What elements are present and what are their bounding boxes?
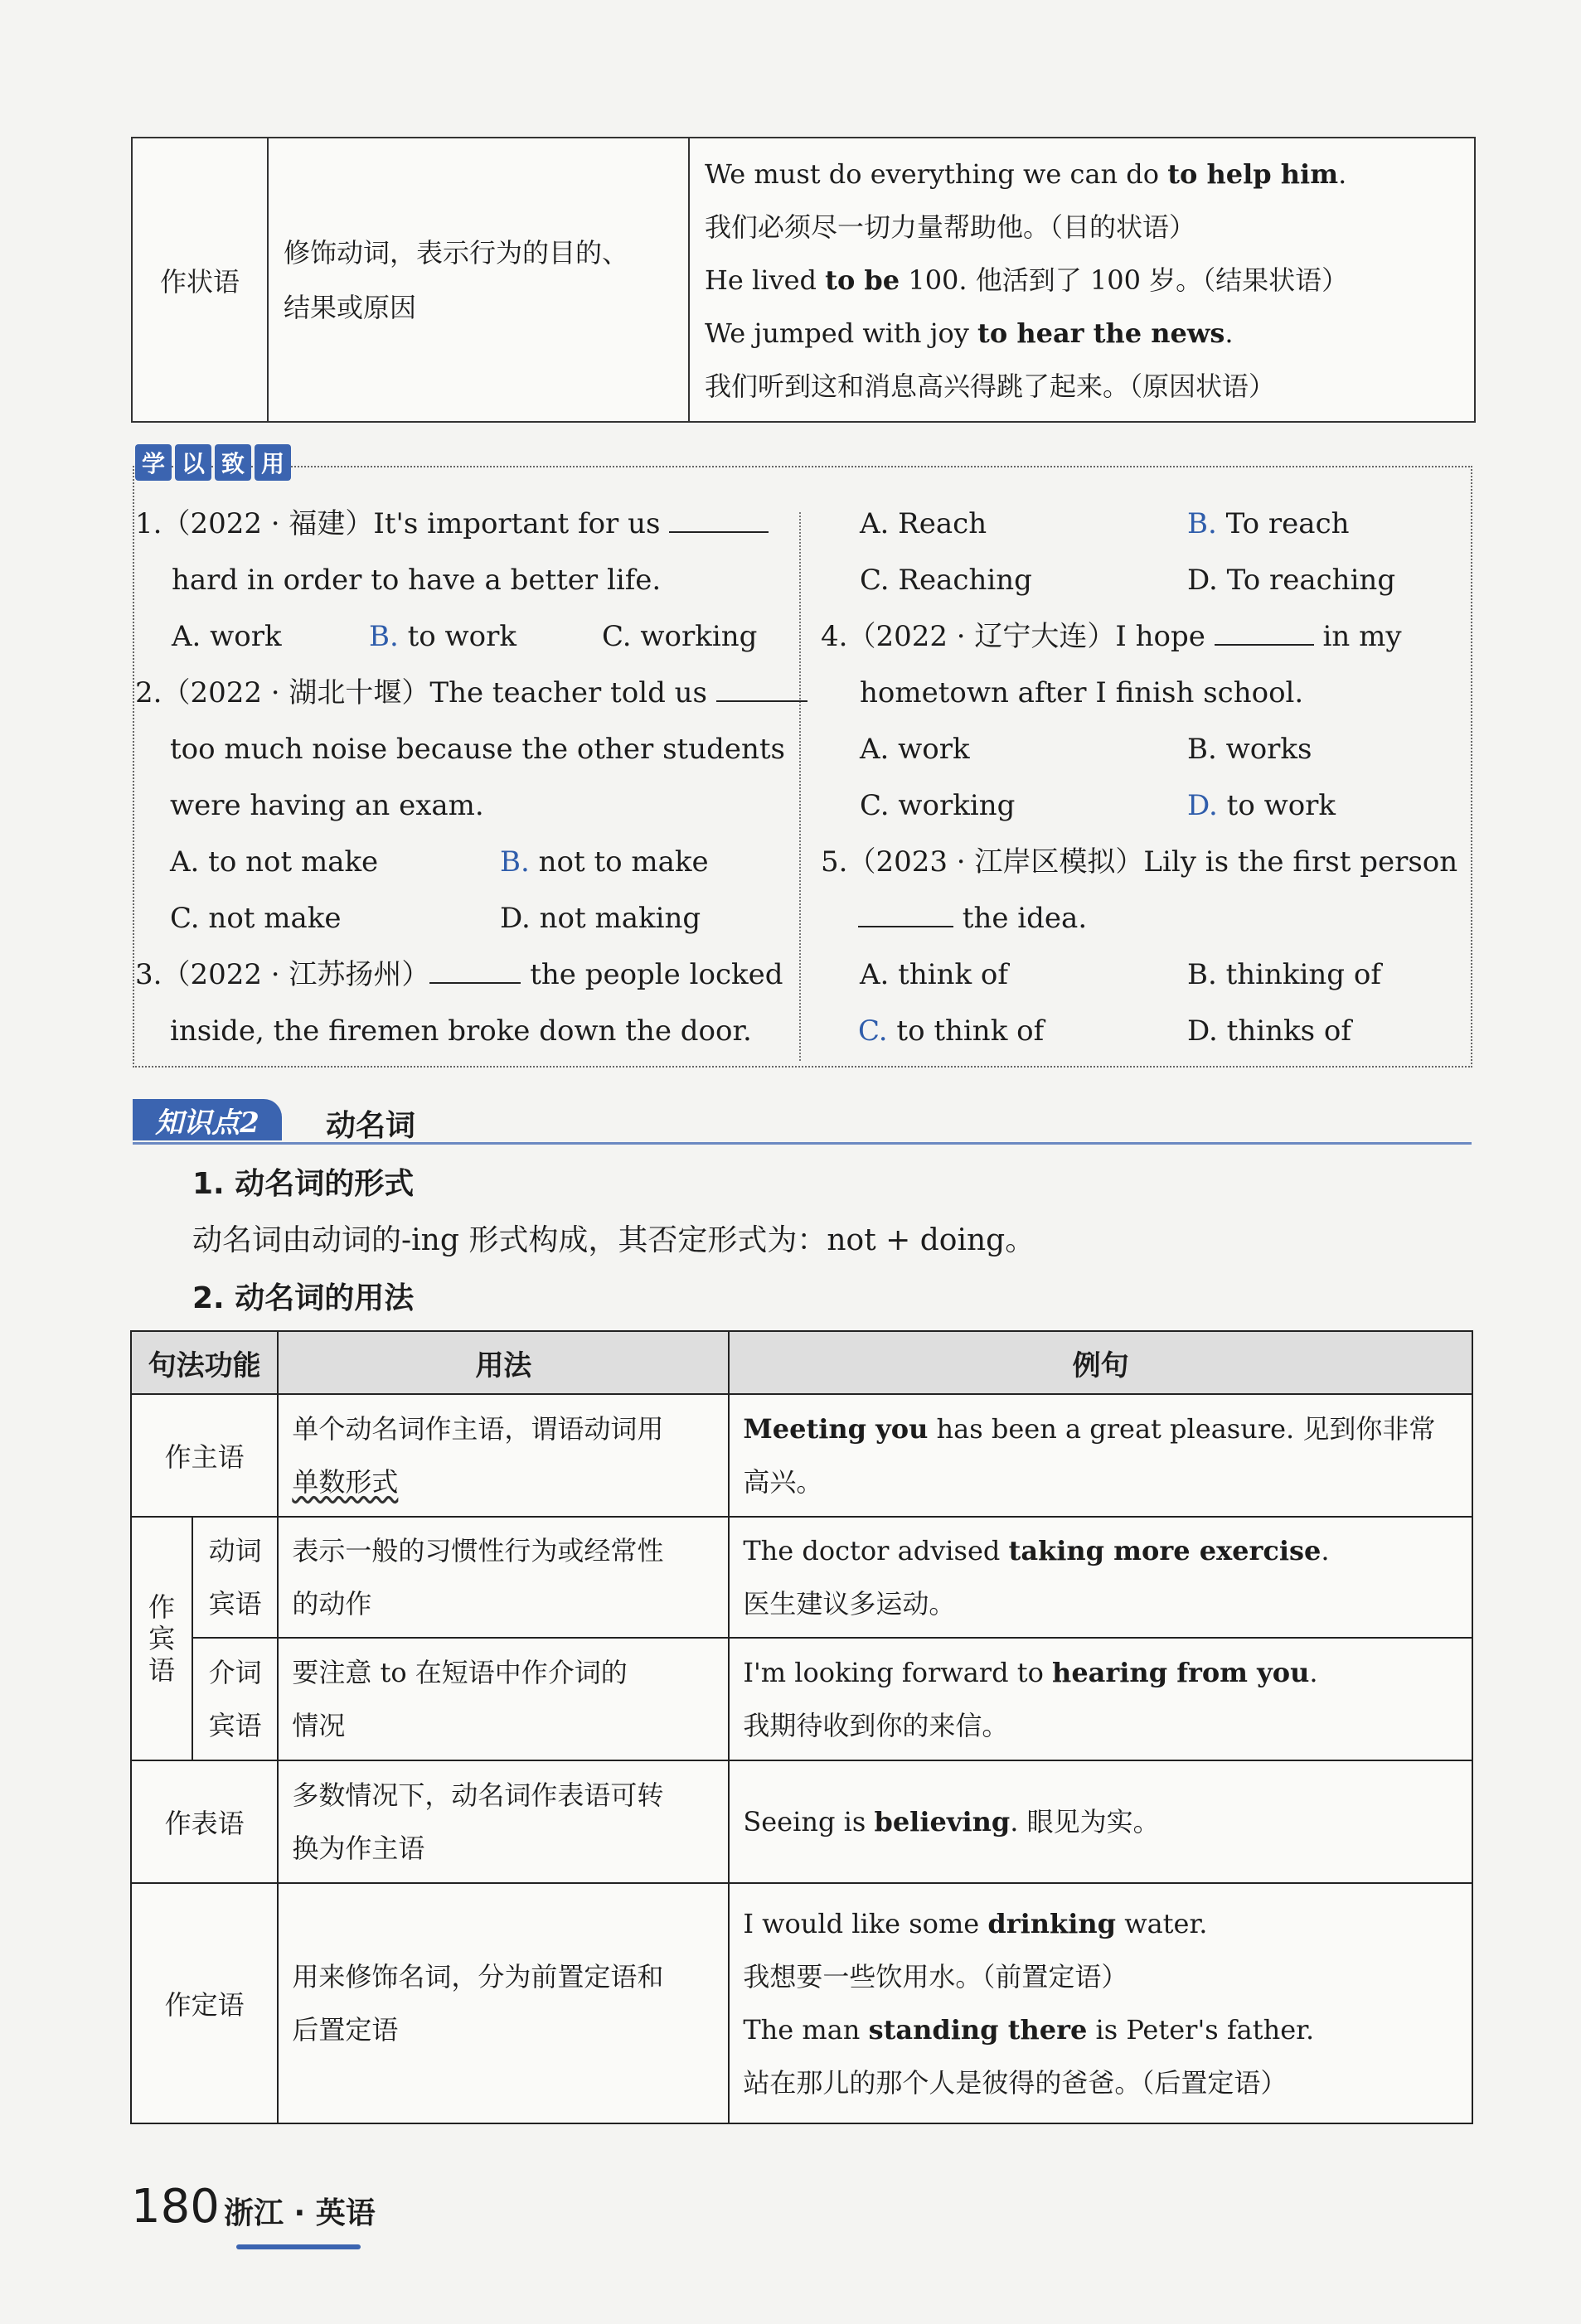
usage-line: 结果或原因 bbox=[284, 291, 417, 323]
q4-option-a: A. work bbox=[860, 733, 970, 766]
usage-line: 修饰动词，表示行为的目的、 bbox=[284, 236, 629, 269]
page-label-underline bbox=[236, 2244, 361, 2249]
q5-option-a: A. think of bbox=[860, 958, 1008, 991]
example-line: 我们听到这和消息高兴得跳了起来。（原因状语） bbox=[705, 370, 1276, 402]
page-number: 180 bbox=[131, 2180, 220, 2234]
header-example: 例句 bbox=[729, 1331, 1472, 1394]
adverbial-table bbox=[131, 137, 1476, 423]
sub-function-cell: 介词 宾语 bbox=[192, 1638, 278, 1760]
practice-tag bbox=[135, 444, 291, 482]
example-cell: Meeting you has been a great pleasure. 见到你非常高兴。 bbox=[729, 1394, 1472, 1517]
gerund-usage-table bbox=[130, 1330, 1473, 2124]
example-line: He lived to be 100. 他活到了 100 岁。（结果状语） bbox=[705, 264, 1349, 296]
usage-cell: 要注意 to 在短语中作介词的 情况 bbox=[278, 1638, 729, 1760]
example-cell: The doctor advised taking more exercise. 医生建议多运动。 bbox=[729, 1517, 1472, 1638]
q1-option-a: A. work bbox=[172, 620, 282, 653]
usage-line bbox=[292, 1455, 715, 1508]
usage-cell bbox=[268, 138, 689, 422]
q3-option-c: C. Reaching bbox=[860, 564, 1032, 597]
q4-stem: 4.（2022 · 辽宁大连）I hope in my bbox=[821, 620, 1402, 653]
page-label: 浙江 · 英语 bbox=[224, 2196, 376, 2230]
q3-stem-cont: inside, the firemen broke down the door. bbox=[170, 1014, 752, 1048]
usage-cell: 表示一般的习惯性行为或经常性 的动作 bbox=[278, 1517, 729, 1638]
header-function: 句法功能 bbox=[131, 1331, 278, 1394]
example-line: 我们必须尽一切力量帮助他。（目的状语） bbox=[705, 211, 1196, 243]
q3-option-a: A. Reach bbox=[860, 507, 987, 540]
section-heading: 1. 动名词的形式 bbox=[192, 1167, 415, 1201]
answer-blank bbox=[429, 959, 521, 984]
usage-line: 单个动名词作主语，谓语动词用 bbox=[292, 1413, 664, 1445]
answer-blank bbox=[716, 677, 807, 702]
q1-option-b: B. to work bbox=[369, 620, 516, 653]
example-line: We jumped with joy to hear the news. bbox=[705, 317, 1234, 349]
section-heading: 2. 动名词的用法 bbox=[192, 1281, 415, 1315]
usage-cell: 用来修饰名词，分为前置定语和 后置定语 bbox=[278, 1883, 729, 2123]
header-usage: 用法 bbox=[278, 1331, 729, 1394]
q1-stem-cont: hard in order to have a better life. bbox=[172, 564, 662, 597]
q2-option-c: C. not make bbox=[170, 902, 342, 935]
q2-stem-cont: too much noise because the other students bbox=[170, 733, 785, 766]
q2-stem-cont: were having an exam. bbox=[170, 789, 484, 822]
tag-char: 致 bbox=[215, 444, 251, 481]
example-cell: I'm looking forward to hearing from you. 我期待收到你的来信。 bbox=[729, 1638, 1472, 1760]
q5-stem: 5.（2023 · 江岸区模拟）Lily is the first person bbox=[821, 845, 1458, 879]
q4-option-d: D. to work bbox=[1187, 789, 1336, 822]
tag-char: 用 bbox=[255, 444, 291, 481]
title-rule bbox=[133, 1142, 1472, 1145]
q3-option-d: D. To reaching bbox=[1187, 564, 1396, 597]
usage-cell: 多数情况下，动名词作表语可转 换为作主语 bbox=[278, 1760, 729, 1883]
q5-option-d: D. thinks of bbox=[1187, 1014, 1351, 1048]
q3-option-b: B. To reach bbox=[1187, 507, 1350, 540]
tag-char: 以 bbox=[175, 444, 211, 481]
q1-option-c: C. working bbox=[602, 620, 758, 653]
wavy-emphasis: 单数形式 bbox=[292, 1466, 399, 1498]
answer-blank bbox=[669, 508, 769, 533]
example-cell bbox=[689, 138, 1475, 422]
q5-option-b: B. thinking of bbox=[1187, 958, 1381, 991]
function-cell bbox=[132, 138, 268, 422]
q1-stem: 1.（2022 · 福建）It's important for us bbox=[135, 507, 769, 540]
answer-blank bbox=[1215, 621, 1314, 646]
example-cell: Seeing is believing. 眼见为实。 bbox=[729, 1760, 1472, 1883]
answer-blank bbox=[858, 903, 953, 927]
q2-option-a: A. to not make bbox=[170, 845, 379, 879]
function-label: 作状语 bbox=[159, 265, 240, 298]
section-text: 动名词由动词的-ing 形式构成，其否定形式为：not + doing。 bbox=[192, 1223, 1035, 1257]
q4-option-b: B. works bbox=[1187, 733, 1312, 766]
q5-stem-cont: the idea. bbox=[858, 902, 1087, 935]
example-line: We must do everything we can do to help him. bbox=[705, 157, 1347, 190]
knowledge-point-tag: 知识点2 bbox=[133, 1099, 282, 1140]
function-cell: 作定语 bbox=[131, 1883, 278, 2123]
tag-char: 学 bbox=[135, 444, 172, 481]
q2-stem: 2.（2022 · 湖北十堰）The teacher told us bbox=[135, 676, 807, 709]
q2-option-b: B. not to make bbox=[500, 845, 709, 879]
example-cell: I would like some drinking water. 我想要一些饮用水。（前置定语） The man standing there is Peter's father. 站在那儿的那个人是彼得的爸爸。（后置定语） bbox=[729, 1883, 1472, 2123]
sub-function-cell: 动词 宾语 bbox=[192, 1517, 278, 1638]
column-divider bbox=[799, 512, 801, 1061]
usage-cell bbox=[278, 1394, 729, 1517]
function-cell: 作表语 bbox=[131, 1760, 278, 1883]
knowledge-point-title: 动名词 bbox=[326, 1109, 416, 1143]
q2-option-d: D. not making bbox=[500, 902, 701, 935]
object-function-cell: 作 宾 语 bbox=[131, 1517, 192, 1760]
q4-stem-cont: hometown after I finish school. bbox=[860, 676, 1304, 709]
q3-stem: 3.（2022 · 江苏扬州） the people locked bbox=[135, 958, 783, 991]
function-cell: 作主语 bbox=[131, 1394, 278, 1517]
q4-option-c: C. working bbox=[860, 789, 1016, 822]
q5-option-c: C. to think of bbox=[858, 1014, 1045, 1048]
